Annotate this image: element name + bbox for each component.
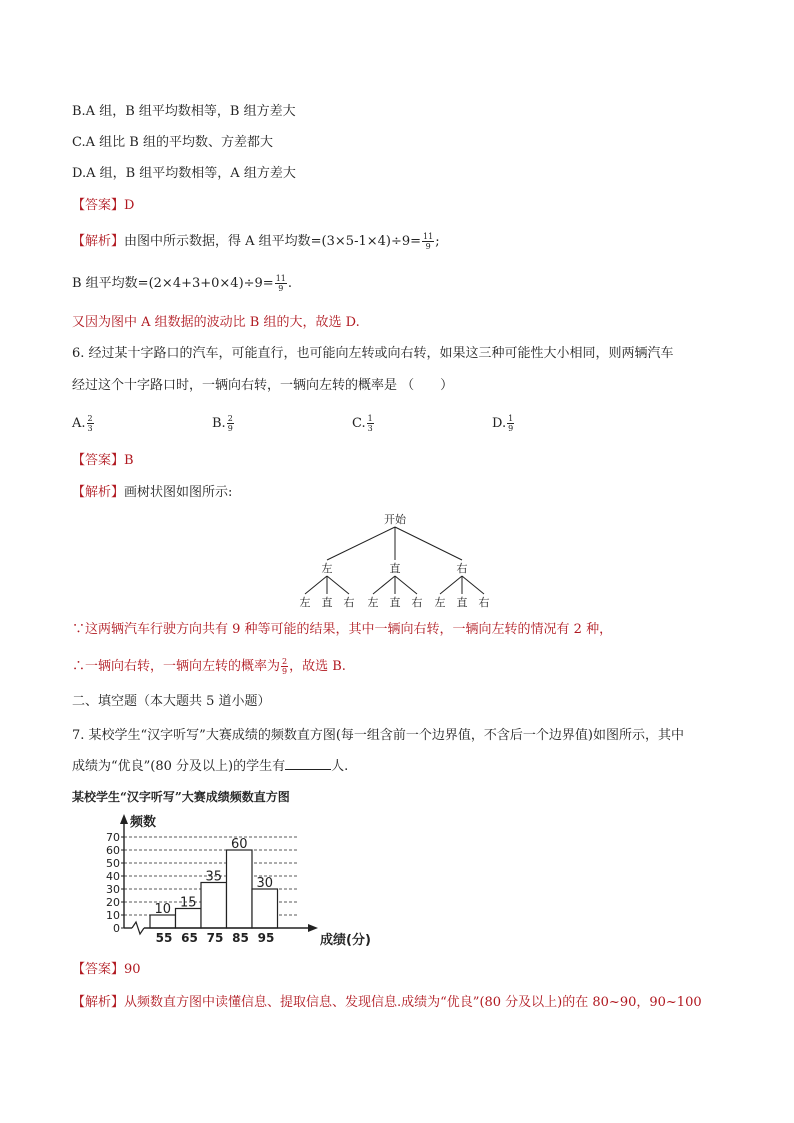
q7-stem-line2: 成绩为“优良”(80 分及以上)的学生有 人. xyxy=(72,759,349,774)
tree-root: 开始 xyxy=(384,513,406,526)
answer-value: D xyxy=(124,198,135,213)
x-axis-arrow xyxy=(308,924,318,932)
analysis-text: 画树状图如图所示: xyxy=(124,485,233,500)
histogram-chart xyxy=(90,806,371,948)
analysis-label: 【解析】 xyxy=(72,995,125,1010)
tree-leaf: 右 xyxy=(343,596,355,609)
analysis-label: 【解析】 xyxy=(72,485,125,500)
q6-analysis-line2: ∴一辆向右转，一辆向左转的概率为 $\frac{2}{9}$ ，故选 B. xyxy=(72,657,346,676)
bar-value-label: 10 xyxy=(154,902,172,917)
q5-answer xyxy=(72,196,134,216)
y-axis-label: 频数 xyxy=(130,815,157,830)
tree-leaf: 左 xyxy=(367,596,379,609)
analysis-label: 【解析】 xyxy=(72,234,125,249)
q7-answer xyxy=(72,960,141,980)
x-tick-label: 55 xyxy=(155,931,173,945)
q6-option-a: A. $\frac{2}{3}$ xyxy=(72,414,93,433)
y-tick-label: 50 xyxy=(106,857,120,870)
q5-analysis-line1: 【解析】由图中所示数据，得 A 组平均数=(3×5-1×4)÷9= $\frac{11}{9}$ ; xyxy=(72,232,440,251)
tree-leaf: 右 xyxy=(411,596,423,609)
x-tick-label: 85 xyxy=(232,931,249,945)
y-tick-label: 30 xyxy=(106,883,120,896)
chart-title: 某校学生“汉字听写”大赛成绩频数直方图 xyxy=(72,790,290,804)
q7-stem-line1: 7. 某校学生“汉字听写”大赛成绩的频数直方图(每一组含前一个边界值，不含后一个边界值)如图所示，其中 xyxy=(72,728,684,743)
fraction: $\frac{2}{3}$ xyxy=(87,414,93,433)
tree-leaf: 左 xyxy=(434,596,446,609)
answer-label: 【答案】 xyxy=(72,198,125,213)
analysis-text: B 组平均数=(2×4+3+0×4)÷9= xyxy=(72,276,274,291)
fraction: $\frac{11}{9}$ xyxy=(423,232,434,251)
bar xyxy=(227,850,253,928)
y-tick-label: 60 xyxy=(106,844,120,857)
x-tick-label: 75 xyxy=(206,931,224,945)
bar xyxy=(201,883,227,929)
y-tick-label: 0 xyxy=(113,922,120,935)
fraction: $\frac{1}{9}$ xyxy=(508,414,514,433)
tree-node-left: 左 xyxy=(321,562,333,575)
tree-leaf: 右 xyxy=(478,596,490,609)
bar xyxy=(176,909,202,929)
tree-leaf: 直 xyxy=(389,596,401,609)
tree-leaf: 直 xyxy=(321,596,333,609)
q6-option-d: D. $\frac{1}{9}$ xyxy=(492,414,514,433)
bar-value-label: 35 xyxy=(205,869,223,885)
tree-leaf: 左 xyxy=(299,596,311,609)
section-heading: 二、填空题（本大题共 5 道小题） xyxy=(72,694,271,709)
q5-analysis-line3: 又因为图中 A 组数据的波动比 B 组的大，故选 D. xyxy=(72,315,360,330)
answer-blank[interactable] xyxy=(285,757,331,770)
option-d-text: D.A 组，B 组平均数相等，A 组方差大 xyxy=(72,166,296,181)
tree-node-right: 右 xyxy=(456,562,468,575)
y-tick-label: 70 xyxy=(106,831,120,844)
q7-analysis xyxy=(72,993,702,1013)
x-axis-label: 成绩(分) xyxy=(320,933,371,948)
y-tick-label: 40 xyxy=(106,870,120,883)
q6-analysis-line1: ∵这两辆汽车行驶方向共有 9 种等可能的结果，其中一辆向右转，一辆向左转的情况有 2 种， xyxy=(72,622,613,637)
y-tick-label: 10 xyxy=(106,909,120,922)
fraction: $\frac{1}{3}$ xyxy=(367,414,373,433)
q6-stem-line1: 6. 经过某十字路口的汽车，可能直行，也可能向左转或向右转，如果这三种可能性大小相同，则两辆汽车 xyxy=(72,346,674,361)
tree-diagram xyxy=(290,510,500,610)
q5-analysis-line2: B 组平均数=(2×4+3+0×4)÷9= $\frac{11}{9}$ . xyxy=(72,274,293,293)
x-tick-label: 95 xyxy=(257,931,275,945)
answer-value: B xyxy=(124,453,134,468)
analysis-text: 由图中所示数据，得 A 组平均数=(3×5-1×4)÷9= xyxy=(124,234,422,249)
q6-stem-line2: 经过这个十字路口时，一辆向右转，一辆向左转的概率是 （ ） xyxy=(72,378,454,393)
q6-option-b: B. $\frac{2}{9}$ xyxy=(212,414,233,433)
bar-value-label: 30 xyxy=(256,876,274,891)
axis-break-icon xyxy=(132,922,144,934)
y-tick-label: 20 xyxy=(106,896,120,909)
answer-label: 【答案】 xyxy=(72,453,125,468)
tree-leaf: 直 xyxy=(456,596,468,609)
x-tick-label: 65 xyxy=(181,931,198,945)
y-axis-arrow xyxy=(120,814,128,824)
bar-value-label: 60 xyxy=(230,837,248,852)
q6-option-c: C. $\frac{1}{3}$ xyxy=(352,414,373,433)
fraction: $\frac{11}{9}$ xyxy=(275,274,286,293)
q6-answer xyxy=(72,451,134,471)
fraction: $\frac{2}{9}$ xyxy=(282,657,288,676)
bar xyxy=(252,889,278,928)
tree-node-straight: 直 xyxy=(389,562,401,575)
q6-analysis xyxy=(72,483,232,503)
option-b-text: B.A 组，B 组平均数相等，B 组方差大 xyxy=(72,104,296,119)
answer-value: 90 xyxy=(124,962,141,977)
analysis-text: 从频数直方图中读懂信息、提取信息、发现信息.成绩为“优良”(80 分及以上)的在 80~90，90~100 xyxy=(124,995,702,1010)
answer-label: 【答案】 xyxy=(72,962,125,977)
fraction: $\frac{2}{9}$ xyxy=(227,414,233,433)
bar-value-label: 15 xyxy=(179,895,197,911)
option-c-text: C.A 组比 B 组的平均数、方差都大 xyxy=(72,135,273,150)
